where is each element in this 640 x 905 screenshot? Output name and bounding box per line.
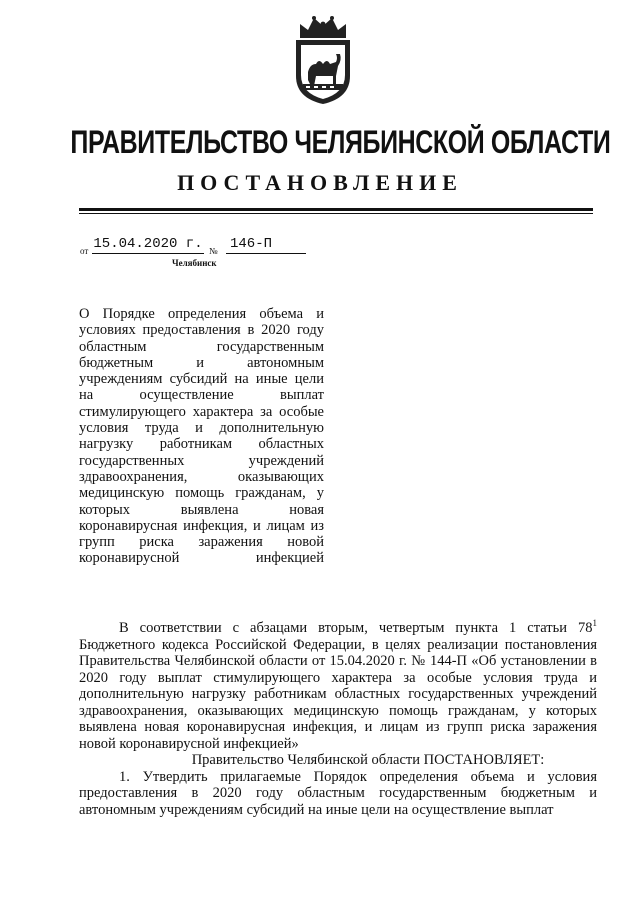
government-title: ПРАВИТЕЛЬСТВО ЧЕЛЯБИНСКОЙ ОБЛАСТИ bbox=[70, 124, 611, 160]
number-label: № bbox=[209, 246, 218, 256]
body-paragraph-3: 1. Утвердить прилагаемые Порядок определения объема и условия предоставления в 2020 году областным государственным бюджетным и автономным учреждениям субсидий на иные цели на осуществление выплат bbox=[79, 768, 597, 818]
city-label: Челябинск bbox=[172, 258, 217, 268]
document-type: ПОСТАНОВЛЕНИЕ bbox=[177, 170, 463, 195]
date-prefix-label: от bbox=[80, 246, 89, 256]
article-superscript: 1 bbox=[592, 618, 597, 629]
document-date: 15.04.2020 г. bbox=[93, 236, 203, 252]
document-subject: О Порядке определения объема и условиях предоставления в 2020 году областным государственным бюджетным и автономным учреждениям субсидий на иные цели на осуществление выплат стимулирующего характера за особые условия труда и дополнительную нагрузку работникам областных государственных учреждений здравоохранения, оказывающих медицинскую помощь гражданам, у которых выявлена новая коронавирусная инфекция, и лицам из групп риска заражения новой коронавирусной инфекцией bbox=[79, 306, 324, 567]
document-number: 146-П bbox=[226, 236, 306, 254]
body-paragraph-2: Правительство Челябинской области ПОСТАНОВЛЯЕТ: bbox=[191, 752, 545, 768]
header-rule-thin bbox=[79, 213, 593, 214]
coat-of-arms-emblem bbox=[292, 14, 354, 106]
body-paragraph-1: В соответствии с абзацами вторым, четвертым пункта 1 статьи $78^1$ Бюджетного кодекса Российской Федерации, в целях реализации постановления Правительства Челябинской области от 15.04.2020 г. № 144-П «Об установлении в 2020 году выплат стимулирующего характера за особые условия труда и дополнительную нагрузку работникам областных государственных учреждений здравоохранения, оказывающих медицинскую помощь гражданам, у которых выявлена новая коронавирусная инфекция, и лицам из групп риска заражения новой коронавирусной инфекцией» bbox=[79, 618, 597, 752]
document-body bbox=[79, 620, 597, 818]
header-rule-thick bbox=[79, 208, 593, 211]
